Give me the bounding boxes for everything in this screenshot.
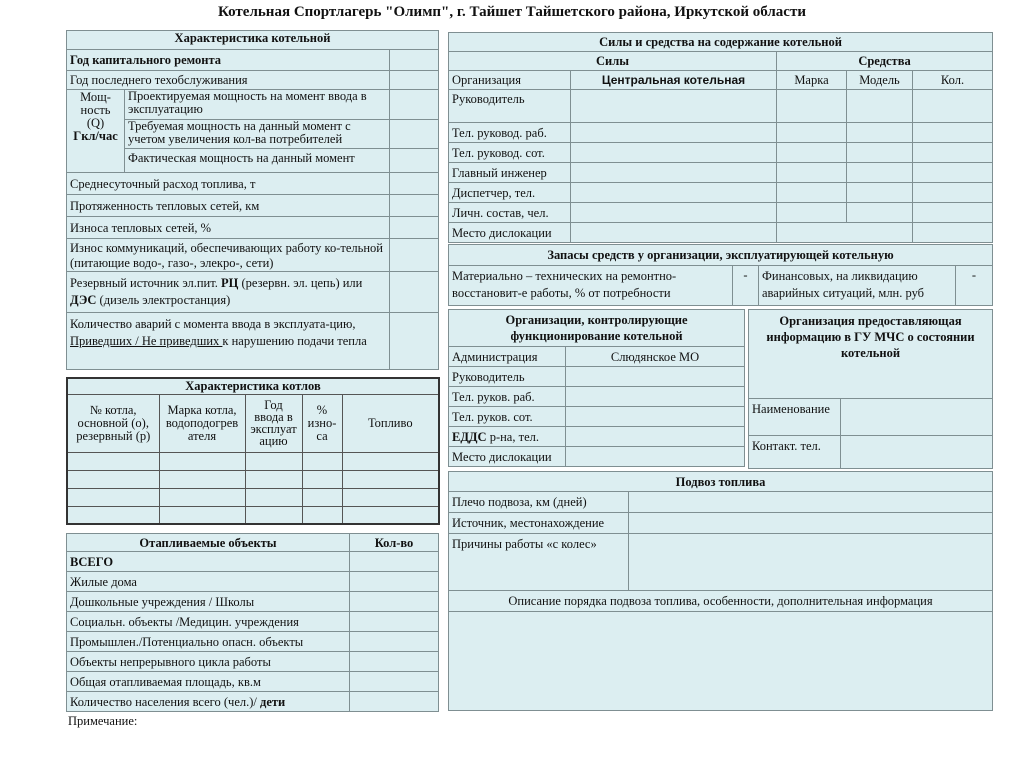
administration-value[interactable]: Слюдянское МО [566, 347, 745, 367]
delivery-source-value[interactable] [629, 513, 993, 534]
capital-repair-year-label: Год капитального ремонта [67, 50, 390, 71]
boiler-house-header: Характеристика котельной [67, 31, 439, 50]
boiler-number-header: № котла, основной (о), резервный (р) [67, 394, 159, 452]
forces-row-label: Руководитель [449, 90, 571, 123]
last-service-year-value[interactable] [390, 71, 439, 90]
delivery-distance-label: Плечо подвоза, км (дней) [449, 492, 629, 513]
controlling-orgs-header: Организации, контролирующие функционирование котельной [449, 310, 745, 347]
forces-row-value[interactable] [571, 90, 777, 123]
reserves-table [448, 244, 993, 306]
delivery-distance-value[interactable] [629, 492, 993, 513]
page-title: Котельная Спортлагерь "Олимп", г. Тайшет Тайшетского района, Иркутской области [218, 4, 806, 20]
wheels-reason-value[interactable] [629, 534, 993, 591]
boiler-cell[interactable] [302, 506, 342, 524]
edds-value[interactable] [566, 427, 745, 447]
means-cell[interactable] [777, 90, 847, 123]
mchs-info-header: Организация предоставляющая информацию в ГУ МЧС о состоянии котельной [749, 310, 993, 399]
boiler-cell[interactable] [342, 470, 439, 488]
controlling-row-label: Руководитель [449, 367, 566, 387]
boiler-cell[interactable] [245, 452, 302, 470]
heated-object-label: Промышлен./Потенциально опасн. объекты [67, 632, 350, 652]
boiler-cell[interactable] [159, 488, 245, 506]
forces-row-label: Главный инженер [449, 163, 571, 183]
note-label: Примечание: [68, 714, 138, 728]
mchs-contact-label: Контакт. тел. [749, 436, 841, 469]
boiler-cell[interactable] [67, 470, 159, 488]
boiler-row [67, 488, 439, 506]
heated-object-label: Социальн. объекты /Медицин. учреждения [67, 612, 350, 632]
means-cell[interactable] [847, 183, 913, 203]
forces-row-value[interactable] [571, 143, 777, 163]
wheels-reason-label: Причины работы «с колес» [449, 534, 629, 591]
heated-object-value[interactable] [350, 652, 439, 672]
controlling-row-value[interactable] [566, 367, 745, 387]
means-cell[interactable] [913, 223, 993, 243]
boiler-cell[interactable] [342, 506, 439, 524]
means-qty-header: Кол. [913, 71, 993, 90]
boiler-brand-header: Марка котла, водоподогрев ателя [159, 394, 245, 452]
heated-objects-table [66, 533, 439, 712]
heated-object-label: Дошкольные учреждения / Школы [67, 592, 350, 612]
boiler-cell[interactable] [245, 470, 302, 488]
fuel-delivery-table [448, 471, 993, 711]
network-wear-label: Износа тепловых сетей, % [67, 217, 390, 239]
boiler-house-table [66, 30, 439, 370]
boiler-cell[interactable] [67, 452, 159, 470]
network-wear-value[interactable] [390, 217, 439, 239]
means-cell[interactable] [913, 163, 993, 183]
mchs-name-label: Наименование [749, 399, 841, 436]
forces-row-label: Тел. руковод. раб. [449, 123, 571, 143]
means-model-header: Модель [847, 71, 913, 90]
boiler-cell[interactable] [302, 452, 342, 470]
total-value[interactable] [350, 552, 439, 572]
actual-power-label: Фактическая мощность на данный момент [125, 149, 390, 173]
heated-object-label: Жилые дома [67, 572, 350, 592]
boiler-cell[interactable] [302, 488, 342, 506]
means-cell[interactable] [847, 203, 913, 223]
means-cell[interactable] [777, 223, 913, 243]
location-label: Место дислокации [449, 447, 566, 467]
boilers-header: Характеристика котлов [67, 378, 439, 394]
means-cell[interactable] [777, 203, 847, 223]
heated-object-value[interactable] [350, 592, 439, 612]
design-power-value[interactable] [390, 90, 439, 120]
delivery-description-header: Описание порядка подвоза топлива, особенности, дополнительная информация [449, 591, 993, 612]
mchs-contact-value[interactable] [841, 436, 993, 469]
means-cell[interactable] [847, 90, 913, 123]
heated-object-label: Общая отапливаемая площадь, кв.м [67, 672, 350, 692]
accidents-label: Количество аварий с момента ввода в эксплуата-цию, Приведших / Не приведших к нарушению подачи тепла [67, 313, 390, 370]
network-length-label: Протяженность тепловых сетей, км [67, 195, 390, 217]
forces-row-label: Тел. руковод. сот. [449, 143, 571, 163]
boiler-cell[interactable] [159, 452, 245, 470]
utilities-wear-value[interactable] [390, 239, 439, 272]
last-service-year-label: Год последнего техобслуживания [67, 71, 390, 90]
total-label: ВСЕГО [67, 552, 350, 572]
means-cell[interactable] [777, 123, 847, 143]
forces-header: Силы и средства на содержание котельной [449, 33, 993, 52]
boiler-cell[interactable] [342, 452, 439, 470]
controlling-row-value[interactable] [566, 387, 745, 407]
boiler-cell[interactable] [302, 470, 342, 488]
boiler-cell[interactable] [342, 488, 439, 506]
material-reserves-value[interactable]: - [733, 266, 759, 306]
required-power-value[interactable] [390, 120, 439, 149]
forces-row-value[interactable] [571, 183, 777, 203]
organization-label: Организация [449, 71, 571, 90]
design-power-label: Проектируемая мощность на момент ввода в эксплуатацию [125, 90, 390, 120]
fuel-consumption-value[interactable] [390, 173, 439, 195]
capital-repair-year-value[interactable] [390, 50, 439, 71]
qty-header: Кол-во [350, 534, 439, 552]
mchs-name-value[interactable] [841, 399, 993, 436]
boiler-cell[interactable] [67, 506, 159, 524]
boiler-cell[interactable] [159, 506, 245, 524]
forces-row-value[interactable] [571, 223, 777, 243]
commission-year-header: Год ввода в эксплуат ацию [245, 394, 302, 452]
financial-reserves-label: Финансовых, на ликвидацию аварийных ситуаций, млн. руб [759, 266, 956, 306]
controlling-row-label: Тел. руков. сот. [449, 407, 566, 427]
means-cell[interactable] [913, 183, 993, 203]
means-cell[interactable] [777, 143, 847, 163]
forces-row-label: Личн. состав, чел. [449, 203, 571, 223]
means-cell[interactable] [913, 90, 993, 123]
forces-label: Силы [449, 52, 777, 71]
mchs-info-table [748, 309, 993, 469]
boiler-cell[interactable] [245, 488, 302, 506]
forces-row-label: Место дислокации [449, 223, 571, 243]
controlling-row-label: Тел. руков. раб. [449, 387, 566, 407]
reserve-source-label: Резервный источник эл.пит. РЦ (резервн. эл. цепь) или ДЭС (дизель электростанция) [67, 272, 390, 313]
means-cell[interactable] [913, 203, 993, 223]
forces-row-value[interactable] [571, 123, 777, 143]
means-cell[interactable] [777, 183, 847, 203]
required-power-label: Требуемая мощность на данный момент с учетом увеличения кол-ва потребителей [125, 120, 390, 149]
reserves-header: Запасы средств у организации, эксплуатирующей котельную [449, 245, 993, 266]
heated-object-label: Объекты непрерывного цикла работы [67, 652, 350, 672]
fuel-header: Топливо [342, 394, 439, 452]
heated-objects-header: Отапливаемые объекты [67, 534, 350, 552]
utilities-wear-label: Износ коммуникаций, обеспечивающих работу ко-тельной (питающие водо-, газо-, элекро-, сети) [67, 239, 390, 272]
boiler-cell[interactable] [245, 506, 302, 524]
forces-table [448, 32, 993, 243]
actual-power-value[interactable] [390, 149, 439, 173]
network-length-value[interactable] [390, 195, 439, 217]
heated-object-value[interactable] [350, 572, 439, 592]
heated-object-value[interactable] [350, 612, 439, 632]
population-label: Количество населения всего (чел.)/ дети [67, 692, 350, 712]
means-cell[interactable] [777, 163, 847, 183]
boiler-row [67, 452, 439, 470]
edds-label: ЕДДС р-на, тел. [449, 427, 566, 447]
boiler-row [67, 470, 439, 488]
controlling-orgs-table [448, 309, 745, 467]
organization-value[interactable]: Центральная котельная [571, 71, 777, 90]
forces-row-value[interactable] [571, 203, 777, 223]
means-cell[interactable] [847, 123, 913, 143]
population-value[interactable] [350, 692, 439, 712]
fuel-delivery-header: Подвоз топлива [449, 472, 993, 492]
wear-percent-header: % изно-са [302, 394, 342, 452]
material-reserves-label: Материально – технических на ремонтно-восстановит-е работы, % от потребности [449, 266, 733, 306]
location-value[interactable] [566, 447, 745, 467]
means-cell[interactable] [847, 143, 913, 163]
administration-label: Администрация [449, 347, 566, 367]
means-cell[interactable] [913, 143, 993, 163]
means-cell[interactable] [913, 123, 993, 143]
heated-object-value[interactable] [350, 632, 439, 652]
accidents-value[interactable] [390, 313, 439, 370]
means-label: Средства [777, 52, 993, 71]
financial-reserves-value[interactable]: - [956, 266, 993, 306]
boiler-cell[interactable] [67, 488, 159, 506]
boilers-table [66, 377, 440, 525]
controlling-row-value[interactable] [566, 407, 745, 427]
delivery-description-value[interactable] [449, 612, 993, 711]
delivery-source-label: Источник, местонахождение [449, 513, 629, 534]
means-brand-header: Марка [777, 71, 847, 90]
forces-row-value[interactable] [571, 163, 777, 183]
forces-row-label: Диспетчер, тел. [449, 183, 571, 203]
means-cell[interactable] [847, 163, 913, 183]
fuel-consumption-label: Среднесуточный расход топлива, т [67, 173, 390, 195]
reserve-source-value[interactable] [390, 272, 439, 313]
power-label: Мощ- ность (Q) Гкл/час [67, 90, 125, 173]
boiler-row [67, 506, 439, 524]
heated-object-value[interactable] [350, 672, 439, 692]
boiler-cell[interactable] [159, 470, 245, 488]
